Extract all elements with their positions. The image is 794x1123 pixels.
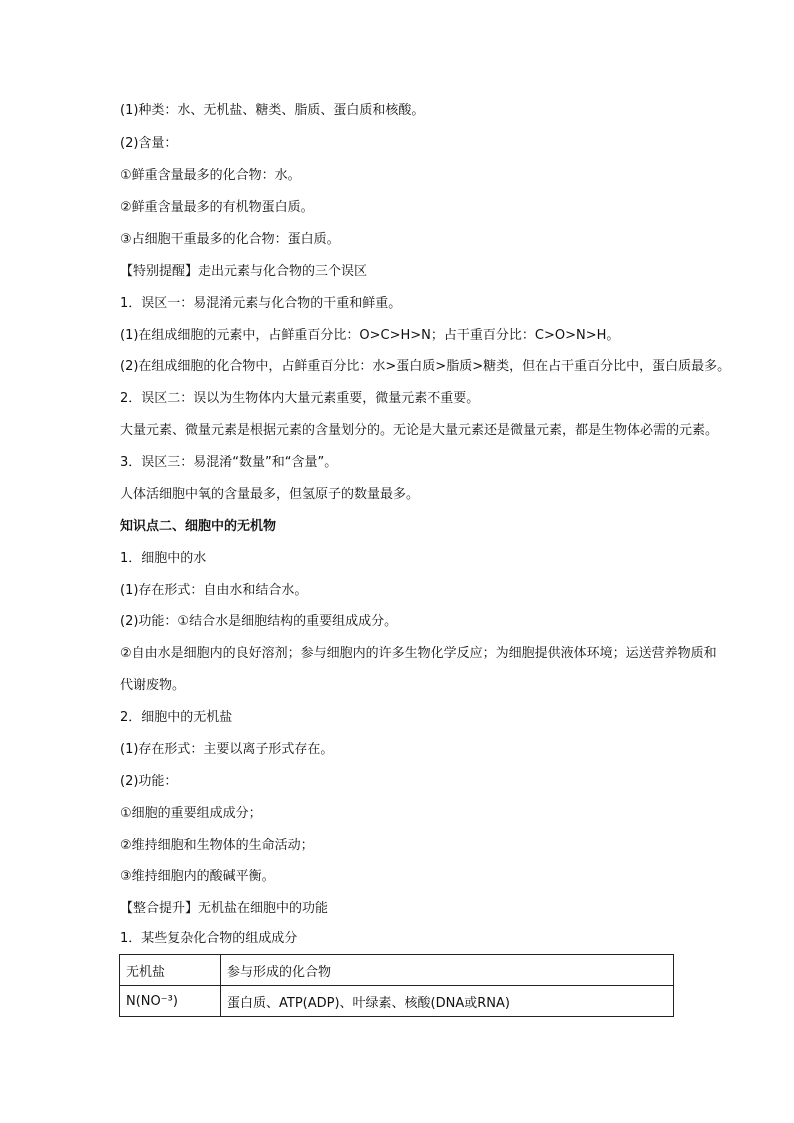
text-line: ①鲜重含量最多的化合物：水。: [120, 168, 301, 183]
table-header-cell: 参与形成的化合物: [221, 955, 674, 986]
text-line: (1)存在形式：主要以离子形式存在。: [120, 742, 334, 757]
text-line: 大量元素、微量元素是根据元素的含量划分的。无论是大量元素还是微量元素，都是生物体必需的元素。: [120, 423, 719, 438]
text-line: ①细胞的重要组成成分；: [120, 806, 262, 821]
table-cell: 蛋白质、ATP(ADP)、叶绿素、核酸(DNA或RNA): [221, 986, 674, 1017]
section-heading: 【整合提升】无机盐在细胞中的功能: [120, 901, 329, 916]
text-line: (2)在组成细胞的化合物中，占鲜重百分比：水>蛋白质>脂质>糖类，但在占干重百分比中，蛋白质最多。: [120, 359, 731, 374]
table-header-cell: 无机盐: [120, 955, 221, 986]
text-line: 2．误区二：误以为生物体内大量元素重要，微量元素不重要。: [120, 391, 480, 406]
text-line: 1．细胞中的水: [120, 551, 207, 566]
text-line: ②鲜重含量最多的有机物蛋白质。: [120, 200, 314, 215]
section-heading: 【特别提醒】走出元素与化合物的三个误区: [120, 264, 368, 279]
table-cell: N(NO⁻³): [120, 986, 221, 1017]
text-line: 1．某些复杂化合物的组成成分: [120, 931, 298, 946]
text-line: 人体活细胞中氧的含量最多，但氢原子的数量最多。: [120, 487, 420, 502]
table-row: [120, 986, 674, 1017]
table-header-row: [120, 955, 674, 986]
text-line: ②自由水是细胞内的良好溶剂；参与细胞内的许多生物化学反应；为细胞提供液体环境；运送营养物质和: [120, 646, 717, 661]
text-line: 代谢废物。: [120, 678, 186, 693]
text-line: 2．细胞中的无机盐: [120, 710, 233, 725]
text-line: (2)含量：: [120, 136, 178, 151]
text-line: (2)功能：: [120, 774, 178, 789]
text-line: (1)种类：水、无机盐、糖类、脂质、蛋白质和核酸。: [120, 103, 425, 118]
text-line: ②维持细胞和生物体的生命活动；: [120, 838, 314, 853]
text-line: (1)存在形式：自由水和结合水。: [120, 583, 308, 598]
text-line: 1．误区一：易混淆元素与化合物的干重和鲜重。: [120, 296, 402, 311]
text-line: (1)在组成细胞的元素中，占鲜重百分比：O>C>H>N；占干重百分比：C>O>N>H。: [120, 328, 620, 343]
section-heading: 知识点二、细胞中的无机物: [120, 519, 277, 534]
text-line: (2)功能：①结合水是细胞结构的重要组成成分。: [120, 614, 398, 629]
compound-table: [119, 954, 674, 1017]
text-line: ③维持细胞内的酸碱平衡。: [120, 869, 275, 884]
text-line: 3．误区三：易混淆“数量”和“含量”。: [120, 455, 338, 470]
text-line: ③占细胞干重最多的化合物：蛋白质。: [120, 232, 340, 247]
